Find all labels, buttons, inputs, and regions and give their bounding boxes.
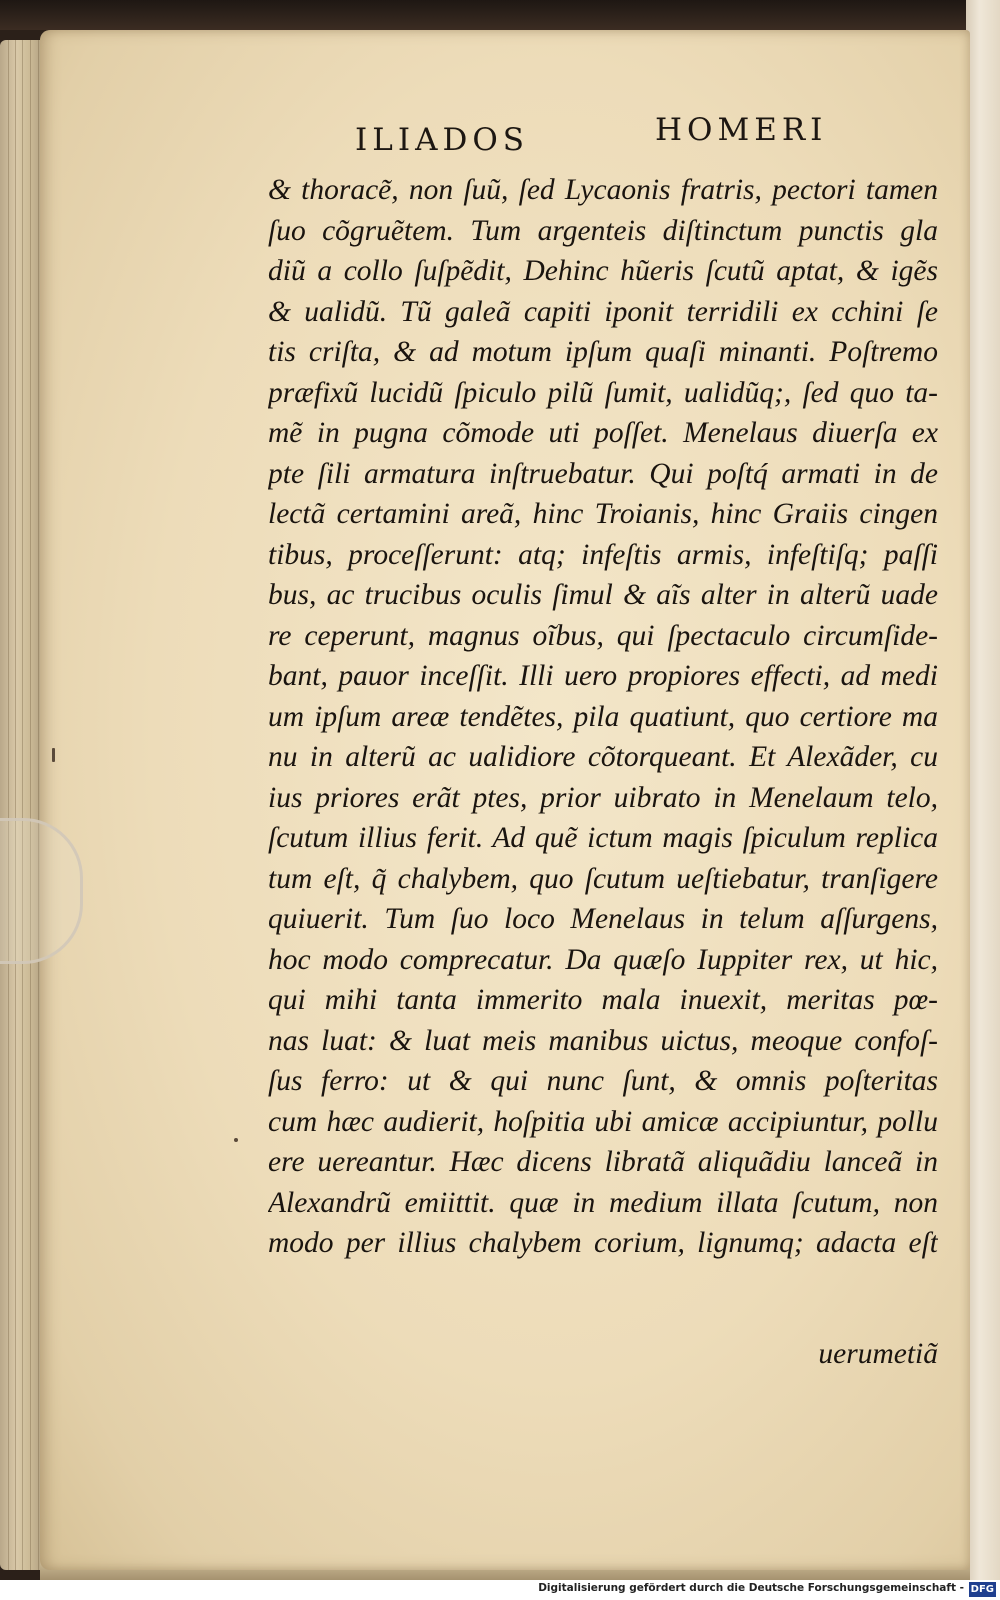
catchword: uerumetiã [818,1338,938,1370]
text-line: modo per illius chalybem corium, lignumq; adacta eſt [268,1227,938,1259]
text-line: pte ſili armatura inſtruebatur. Qui poſtq́ armati in de [268,457,938,490]
text-line: quiuerit. Tum ſuo loco Menelaus in telum aſſurgens, [268,903,938,935]
text-line: ſus ferro: ut & qui nunc ſunt, & omnis poſteritas [268,1065,938,1097]
text-line: tis criſta, & ad motum ipſum quaſi minanti. Poſtremo [268,336,938,368]
text-line: re ceperunt, magnus oĩbus, qui ſpectaculo circumſide- [268,619,938,652]
text-line: ſcutum illius ferit. Ad quẽ ictum magis ſpiculum replica [268,822,938,854]
footer-credit: Digitalisierung gefördert durch die Deutsche Forschungsgemeinschaft - [538,1582,964,1594]
running-head-right: HOMERI [655,112,828,148]
text-line: hoc modo comprecatur. Da quæſo Iuppiter rex, ut hic, [268,943,938,976]
text-line: bus, ac trucibus oculis ſimul & aĩs alter in alterũ uade [268,579,938,611]
text-line: & thorace͂, non ſuũ, ſed Lycaonis fratris, pectori tamen [268,174,938,206]
right-page-edge [966,0,1000,1600]
text-line: tum eſt, q̃ chalybem, quo ſcutum ueſtiebatur, tranſigere [268,862,938,895]
text-line: qui mihi tanta immerito mala inuexit, meritas pœ- [268,984,938,1016]
running-head [355,112,855,162]
page-text-block [268,170,938,1264]
text-line: ius priores erãt ptes, prior uibrato in Menelaum telo, [268,781,938,814]
text-line: tibus, proceſſerunt: atq; infeſtis armis, infeſtiſq; paſſi [268,538,938,571]
text-line: mẽ in pugna cõmode uti poſſet. Menelaus diuerſa ex [268,417,938,449]
ink-speck [234,1138,238,1142]
running-head-left: ILIADOS [355,122,529,158]
dfg-logo: DFG [970,1584,994,1595]
text-line: nas luat: & luat meis manibus uictus, meoque confoſ- [268,1024,938,1057]
text-line: bant, pauor inceſſit. Illi uero propiores effecti, ad medi [268,660,938,692]
text-line: nu in alterũ ac ualidiore cõtorqueant. Et Alexãder, cu [268,741,938,773]
text-line: ſuo cõgruẽtem. Tum argenteis diſtinctum punctis gla [268,214,938,247]
text-line: um ipſum areæ tendẽtes, pila quatiunt, quo certiore ma [268,700,938,733]
ink-speck [52,748,55,762]
text-line: præfixũ lucidũ ſpiculo pilũ ſumit, ualidũq;, ſed quo ta- [268,376,938,409]
book-top-edge [0,0,1000,30]
text-line: lectã certamini areã, hinc Troianis, hinc Graiis cingen [268,498,938,530]
text-line: ere uereantur. Hæc dicens libratã aliquãdiu lanceã in [268,1146,938,1178]
text-line: cum hæc audierit, hoſpitia ubi amicæ accipiuntur, pollu [268,1105,938,1138]
text-line: diũ a collo ſuſpẽdit, Dehinc hũeris ſcutũ aptat, & igẽs [268,255,938,287]
text-line: & ualidũ. Tũ galeã capiti iponit terridili ex cchini ſe [268,295,938,328]
text-line: Alexandrũ emiittit. quæ in medium illata ſcutum, non [268,1186,938,1219]
